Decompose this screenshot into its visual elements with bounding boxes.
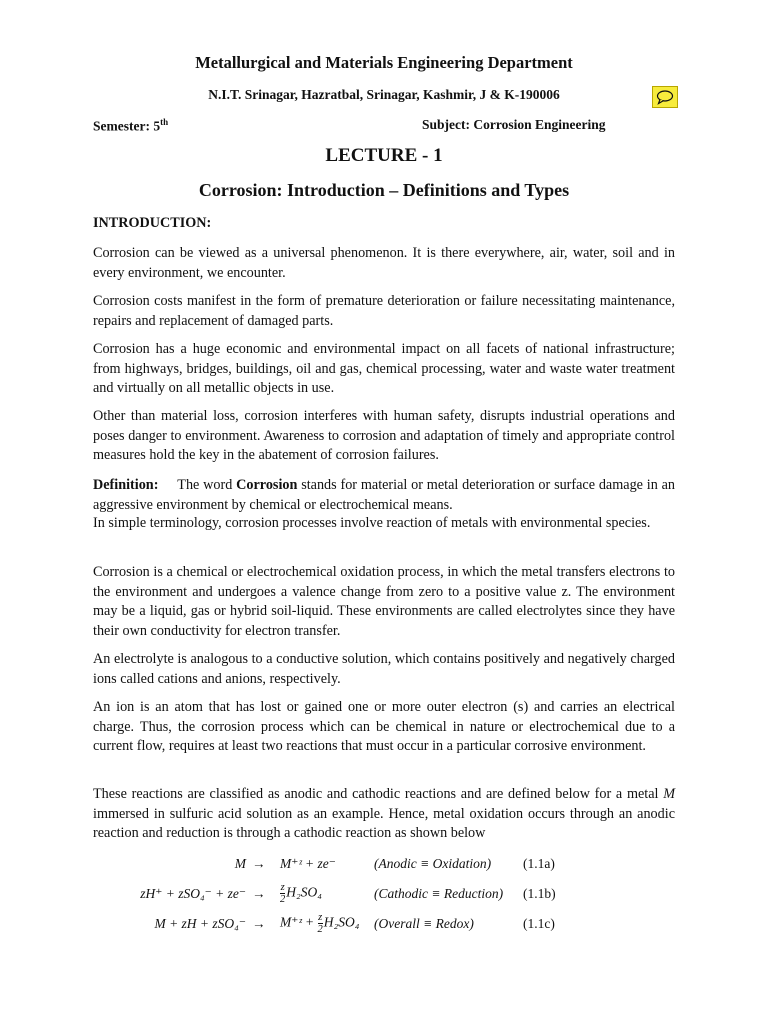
equation-arrow: →: [252, 916, 266, 931]
reaction-equations: [108, 854, 568, 940]
equation-rhs: M⁺ᶻ + ze⁻: [280, 856, 336, 871]
equation-number: (1.1a): [523, 856, 555, 871]
paragraph-9-post: immersed in sulfuric acid solution as an example. Hence, metal oxidation occurs through an anodic reaction and reduction is through a cathodic reaction as shown below: [93, 805, 675, 842]
equation-tag: (Overall ≡ Redox): [374, 916, 474, 931]
equation-tag: (Cathodic ≡ Reduction): [374, 886, 504, 901]
definition-pre: The word: [177, 477, 233, 493]
metal-symbol: M: [663, 786, 676, 802]
paragraph-7: An electrolyte is analogous to a conductive solution, which contains positively and negatively charged ions called cations and anions, respectively.: [93, 651, 675, 687]
equation-row-anodic: [108, 854, 568, 880]
paragraph-9: [93, 785, 675, 844]
paragraph-4: Other than material loss, corrosion interferes with human safety, disrupts industrial operations and poses danger to environment. Awareness to corrosion and adaptation of timely and appropriate control measures hold the key in the abatement of corrosion failures.: [93, 408, 675, 464]
lecture-number: LECTURE - 1: [325, 145, 443, 166]
equation-row-overall: [108, 910, 568, 940]
introduction-heading: INTRODUCTION:: [93, 215, 212, 231]
equation-rhs: [280, 882, 322, 905]
equation-fraction: [280, 882, 285, 905]
semester-superscript: th: [160, 117, 169, 127]
fraction-numerator: z: [318, 912, 323, 923]
definition-post: stands for material or metal deterioration or surface damage in an aggressive environment by chemical or electrochemical means.: [93, 477, 676, 513]
semester-label: [93, 117, 168, 135]
paragraph-1: Corrosion can be viewed as a universal phenomenon. It is there everywhere, air, water, soil and in every environment, we encounter.: [93, 245, 675, 281]
fraction-denominator: 2: [280, 894, 286, 905]
institute-address: N.I.T. Srinagar, Hazratbal, Srinagar, Kashmir, J & K-190006: [208, 87, 560, 102]
equation-product: H₂SO₄: [323, 914, 360, 930]
department-heading: Metallurgical and Materials Engineering Department: [195, 53, 573, 72]
paragraph-8: An ion is an atom that has lost or gained one or more outer electron (s) and carries an electrical charge. Thus, the corrosion process which can be chemical in nature or electrochemical due to a current flow, requires at least two reactions that must occur in a particular corrosive environment.: [93, 699, 675, 755]
paragraph-2: Corrosion costs manifest in the form of premature deterioration or failure necessitating maintenance, repairs and replacement of damaged parts.: [93, 293, 675, 329]
equation-arrow: →: [252, 886, 266, 901]
paragraph-3: Corrosion has a huge economic and environmental impact on all facets of national infrastructure; from highways, bridges, buildings, oil and gas, chemical processing, water and waste water treatment and virtually on all metallic objects in use.: [93, 341, 675, 397]
fraction-numerator: z: [280, 882, 285, 893]
definition-term: Corrosion: [236, 477, 298, 493]
equation-rhs: [280, 912, 359, 935]
equation-product: H₂SO₄: [286, 884, 322, 900]
subject-label: Subject: Corrosion Engineering: [422, 117, 606, 132]
paragraph-9-pre: These reactions are classified as anodic and cathodic reactions and are defined below for a metal: [93, 786, 659, 802]
paragraph-6: Corrosion is a chemical or electrochemical oxidation process, in which the metal transfers electrons to the environment and undergoes a valence change from zero to a positive value z. The environment may be a liquid, gas or hybrid soil-liquid. These environments are called electrolytes since they have their own conductivity for electron transfer.: [93, 564, 675, 639]
speech-bubble-icon: [656, 89, 674, 105]
equation-number: (1.1c): [523, 916, 555, 931]
equation-fraction: [318, 912, 323, 935]
equation-row-cathodic: [108, 880, 568, 910]
comment-icon[interactable]: [652, 86, 678, 108]
equation-arrow: →: [252, 856, 266, 871]
definition-label: Definition:: [93, 477, 159, 493]
lecture-title: Corrosion: Introduction – Definitions and Types: [198, 180, 570, 200]
definition-paragraph: [93, 476, 675, 515]
equation-number: (1.1b): [523, 886, 556, 901]
equation-lhs: M + zH + zSO₄⁻: [154, 916, 246, 931]
equation-tag: (Anodic ≡ Oxidation): [374, 856, 492, 871]
equation-lhs: M: [234, 856, 246, 871]
equation-rhs-pre: M⁺ᶻ +: [280, 914, 315, 930]
semester-text: Semester: 5: [93, 118, 161, 134]
definition-simple-terms: In simple terminology, corrosion processes involve reaction of metals with environmental species.: [93, 515, 651, 531]
equation-lhs: zH⁺ + zSO₄⁻ + ze⁻: [140, 886, 246, 901]
fraction-denominator: 2: [317, 924, 323, 935]
